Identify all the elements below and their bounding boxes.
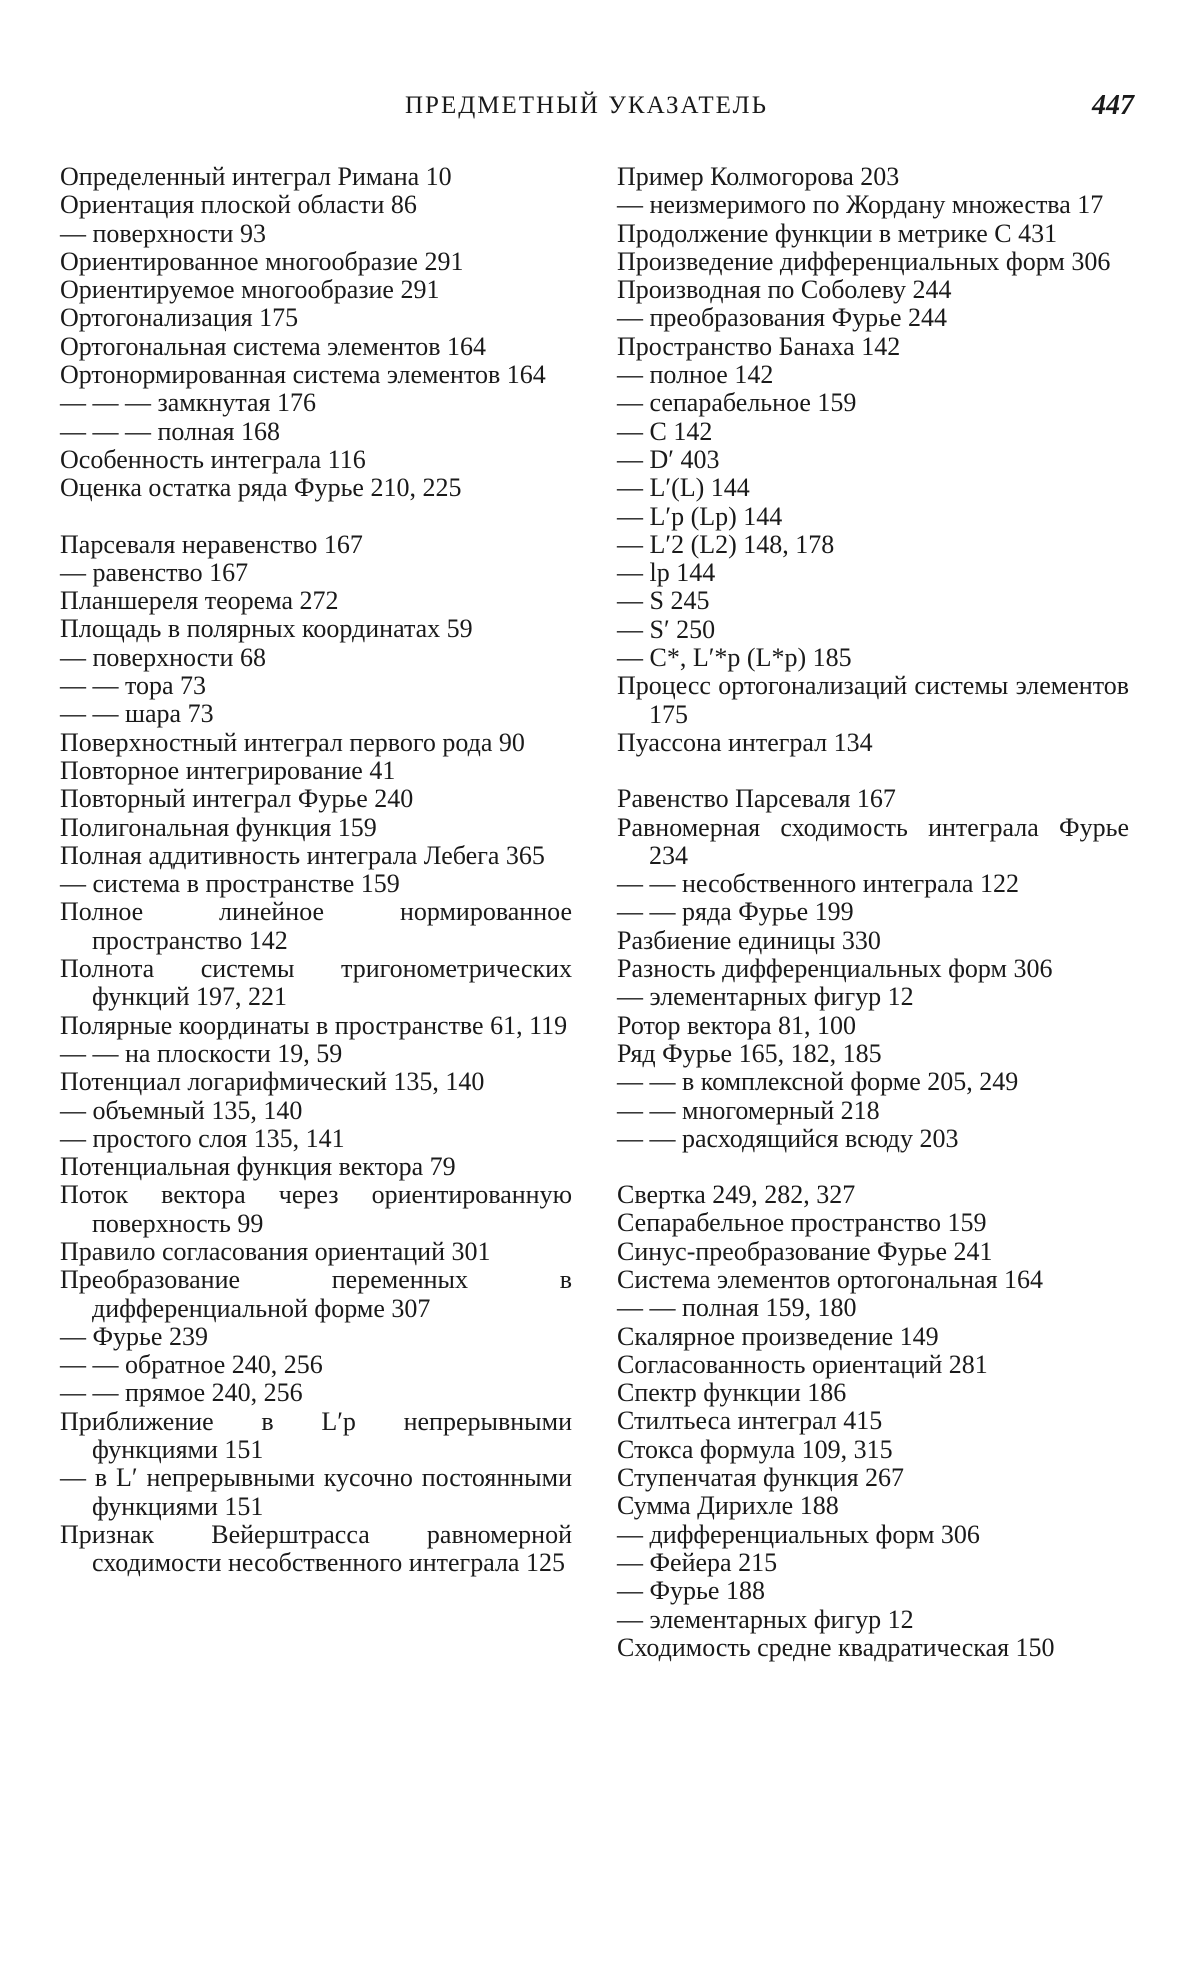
index-entry: — — обратное 240, 256 xyxy=(60,1350,323,1380)
index-entry: Стилтьеса интеграл 415 xyxy=(617,1406,883,1436)
index-entry: Особенность интеграла 116 xyxy=(60,444,366,474)
index-entry: Свертка 249, 282, 327 xyxy=(617,1180,856,1210)
index-entry: Продолжение функции в метрике C 431 xyxy=(617,218,1058,248)
index-entry: Равенство Парсеваля 167 xyxy=(617,784,896,814)
index-entry: Повторный интеграл Фурье 240 xyxy=(60,784,414,814)
page-number: 447 xyxy=(1092,90,1134,121)
index-entry: Произведение дифференциальных форм 306 xyxy=(617,246,1111,276)
index-entry: — полное 142 xyxy=(617,360,774,390)
index-entry: — Фурье 239 xyxy=(60,1321,208,1351)
index-entry: Повторное интегрирование 41 xyxy=(60,755,396,785)
index-entry: Ступенчатая функция 267 xyxy=(617,1463,905,1493)
index-entry: Система элементов ортогональная 164 xyxy=(617,1264,1044,1294)
index-entry: — lp 144 xyxy=(617,558,716,588)
index-entry: Полное линейное нормированное пространство 142 xyxy=(60,897,572,955)
index-entry: Сходимость средне квадратическая 150 xyxy=(617,1632,1055,1662)
index-column-left xyxy=(60,163,572,1578)
index-entry: — D′ 403 xyxy=(617,444,720,474)
index-entry: Равномерная сходимость интеграла Фурье 234 xyxy=(617,812,1129,870)
index-entry: Полная аддитивность интеграла Лебега 365 xyxy=(60,840,545,870)
page-header-title: ПРЕДМЕТНЫЙ УКАЗАТЕЛЬ xyxy=(405,92,768,119)
index-entry: Преобразование переменных в дифференциальной форме 307 xyxy=(60,1265,572,1323)
index-entry: — — расходящийся всюду 203 xyxy=(617,1123,959,1153)
index-entry: — — — замкнутая 176 xyxy=(60,388,316,418)
index-entry: — система в пространстве 159 xyxy=(60,869,400,899)
index-entry: — C 142 xyxy=(617,416,713,446)
index-entry: Оценка остатка ряда Фурье 210, 225 xyxy=(60,473,462,503)
index-entry: Ориентируемое многообразие 291 xyxy=(60,275,440,305)
index-entry: — S′ 250 xyxy=(617,614,716,644)
index-entry: Процесс ортогонализаций системы элементов 175 xyxy=(617,671,1129,729)
index-entry: — S 245 xyxy=(617,586,710,616)
index-entry: Признак Вейерштрасса равномерной сходимости несобственного интеграла 125 xyxy=(60,1519,572,1578)
index-entry: Стокса формула 109, 315 xyxy=(617,1434,893,1464)
index-entry: — — в комплексной форме 205, 249 xyxy=(617,1067,1019,1097)
index-entry: Площадь в полярных координатах 59 xyxy=(60,614,473,644)
index-entry: Поток вектора через ориентированную поверхность 99 xyxy=(60,1180,572,1238)
index-entry: — элементарных фигур 12 xyxy=(617,982,914,1012)
index-column-right xyxy=(617,163,1129,1662)
index-entry: — — несобственного интеграла 122 xyxy=(617,869,1019,899)
index-entry: — L′2 (L2) 148, 178 xyxy=(617,529,835,559)
section-gap xyxy=(617,1153,1129,1181)
index-entry: Потенциал логарифмический 135, 140 xyxy=(60,1067,485,1097)
index-entry: — простого слоя 135, 141 xyxy=(60,1123,345,1153)
index-entry: Поверхностный интеграл первого рода 90 xyxy=(60,727,525,757)
index-entry: — — — полная 168 xyxy=(60,416,280,446)
index-entry: — преобразования Фурье 244 xyxy=(617,303,948,333)
index-entry: — дифференциальных форм 306 xyxy=(617,1519,980,1549)
index-entry: — — тора 73 xyxy=(60,671,207,701)
index-entry: Производная по Соболеву 244 xyxy=(617,275,952,305)
index-entry: — — прямое 240, 256 xyxy=(60,1378,303,1408)
index-entry: Ортогонализация 175 xyxy=(60,303,299,333)
index-entry: Пример Колмогорова 203 xyxy=(617,162,900,191)
index-entry: Парсеваля неравенство 167 xyxy=(60,529,363,559)
index-entry: Планшереля теорема 272 xyxy=(60,586,339,616)
index-entry: Ротор вектора 81, 100 xyxy=(617,1010,857,1040)
index-entry: — L′p (Lp) 144 xyxy=(617,501,783,531)
section-gap xyxy=(60,503,572,531)
index-entry: Полнота системы тригонометрических функций 197, 221 xyxy=(60,954,572,1012)
index-entry: Ориентированное многообразие 291 xyxy=(60,246,464,276)
index-entry: Определенный интеграл Римана 10 xyxy=(60,162,452,191)
index-entry: — сепарабельное 159 xyxy=(617,388,857,418)
index-entry: Спектр функции 186 xyxy=(617,1378,847,1408)
index-entry: Ряд Фурье 165, 182, 185 xyxy=(617,1038,882,1068)
index-entry: Приближение в L′p непрерывными функциями 151 xyxy=(60,1406,572,1465)
index-entry: Пуассона интеграл 134 xyxy=(617,727,873,757)
index-entry: — поверхности 93 xyxy=(60,218,266,248)
index-entry: Разбиение единицы 330 xyxy=(617,925,881,955)
index-entry: — неизмеримого по Жордану множества 17 xyxy=(617,190,1104,220)
index-entry: — — ряда Фурье 199 xyxy=(617,897,854,927)
index-entry: — поверхности 68 xyxy=(60,642,266,672)
running-head xyxy=(0,92,1200,132)
index-entry: — L′(L) 144 xyxy=(617,473,750,503)
index-entry: Ортонормированная система элементов 164 xyxy=(60,360,546,390)
section-gap xyxy=(617,757,1129,785)
index-entry: — Фейера 215 xyxy=(617,1547,778,1577)
index-entry: Правило согласования ориентаций 301 xyxy=(60,1236,491,1266)
index-entry: Ориентация плоской области 86 xyxy=(60,190,417,220)
index-entry: Синус-преобразование Фурье 241 xyxy=(617,1236,993,1266)
index-entry: Потенциальная функция вектора 79 xyxy=(60,1152,456,1182)
index-entry: — C*, L′*p (L*p) 185 xyxy=(617,643,852,673)
index-entry: — элементарных фигур 12 xyxy=(617,1604,914,1634)
index-entry: Скалярное произведение 149 xyxy=(617,1321,939,1351)
index-entry: — — полная 159, 180 xyxy=(617,1293,857,1323)
index-entry: Пространство Банаха 142 xyxy=(617,331,901,361)
index-entry: Разность дифференциальных форм 306 xyxy=(617,954,1053,984)
index-entry: — — многомерный 218 xyxy=(617,1095,880,1125)
index-entry: — равенство 167 xyxy=(60,557,249,587)
index-entry: Ортогональная система элементов 164 xyxy=(60,331,487,361)
index-entry: Сумма Дирихле 188 xyxy=(617,1491,839,1521)
index-entry: Сепарабельное пространство 159 xyxy=(617,1208,987,1238)
index-entry: — в L′ непрерывными кусочно постоянными функциями 151 xyxy=(60,1463,572,1521)
index-entry: — Фурье 188 xyxy=(617,1576,765,1606)
index-entry: Полярные координаты в пространстве 61, 119 xyxy=(60,1010,568,1040)
index-entry: Полигональная функция 159 xyxy=(60,812,377,842)
index-entry: — — на плоскости 19, 59 xyxy=(60,1038,343,1068)
index-entry: — объемный 135, 140 xyxy=(60,1095,303,1125)
index-entry: Согласованность ориентаций 281 xyxy=(617,1349,988,1379)
index-entry: — — шара 73 xyxy=(60,699,214,729)
